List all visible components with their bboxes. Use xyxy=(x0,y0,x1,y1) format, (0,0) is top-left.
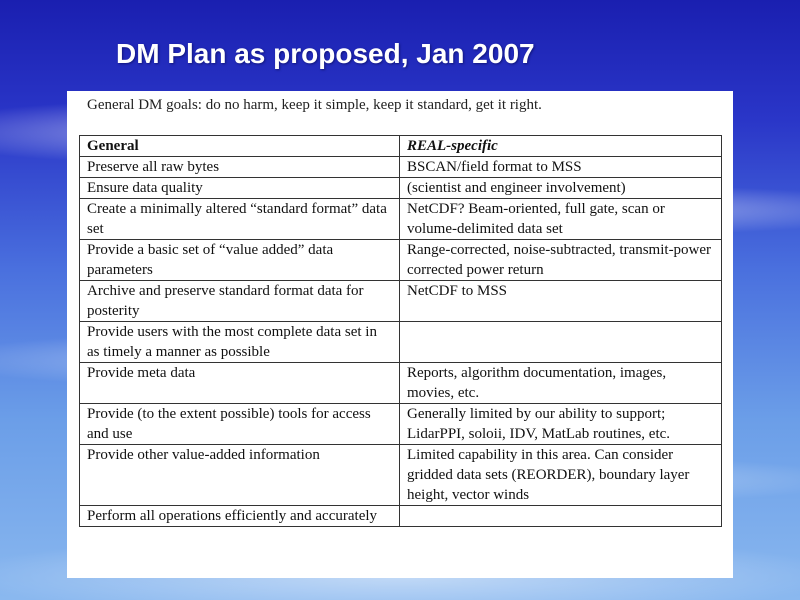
real-specific-cell: (scientist and engineer involvement) xyxy=(400,178,722,199)
real-specific-cell: BSCAN/field format to MSS xyxy=(400,157,722,178)
header-real-specific: REAL-specific xyxy=(400,136,722,157)
real-specific-cell xyxy=(400,506,722,527)
table-row xyxy=(80,322,722,363)
real-specific-cell: Limited capability in this area. Can consider gridded data sets (REORDER), boundary layer height, vector winds xyxy=(400,445,722,506)
table-row xyxy=(80,363,722,404)
table-row xyxy=(80,281,722,322)
table-row xyxy=(80,445,722,506)
header-general: General xyxy=(80,136,400,157)
general-cell: Provide users with the most complete data set in as timely a manner as possible xyxy=(80,322,400,363)
real-specific-cell: Reports, algorithm documentation, images, movies, etc. xyxy=(400,363,722,404)
table-row xyxy=(80,157,722,178)
table-row xyxy=(80,199,722,240)
general-cell: Provide a basic set of “value added” data parameters xyxy=(80,240,400,281)
table-row xyxy=(80,404,722,445)
slide-title: DM Plan as proposed, Jan 2007 xyxy=(116,38,535,69)
table-row xyxy=(80,240,722,281)
general-cell: Preserve all raw bytes xyxy=(80,157,400,178)
general-cell: Provide (to the extent possible) tools for access and use xyxy=(80,404,400,445)
goals-text: General DM goals: do no harm, keep it simple, keep it standard, get it right. xyxy=(87,97,542,113)
general-cell: Create a minimally altered “standard format” data set xyxy=(80,199,400,240)
real-specific-cell: NetCDF to MSS xyxy=(400,281,722,322)
general-cell: Provide other value-added information xyxy=(80,445,400,506)
general-cell: Archive and preserve standard format data for posterity xyxy=(80,281,400,322)
table-row xyxy=(80,178,722,199)
real-specific-cell xyxy=(400,322,722,363)
table-header-row xyxy=(80,136,722,157)
general-cell: Perform all operations efficiently and accurately xyxy=(80,506,400,527)
real-specific-cell: Range-corrected, noise-subtracted, transmit-power corrected power return xyxy=(400,240,722,281)
general-cell: Ensure data quality xyxy=(80,178,400,199)
dm-plan-table xyxy=(79,135,722,527)
document-panel xyxy=(67,91,733,578)
real-specific-cell: Generally limited by our ability to support; LidarPPI, soloii, IDV, MatLab routines, etc. xyxy=(400,404,722,445)
real-specific-cell: NetCDF? Beam-oriented, full gate, scan or volume-delimited data set xyxy=(400,199,722,240)
table-row xyxy=(80,506,722,527)
general-cell: Provide meta data xyxy=(80,363,400,404)
